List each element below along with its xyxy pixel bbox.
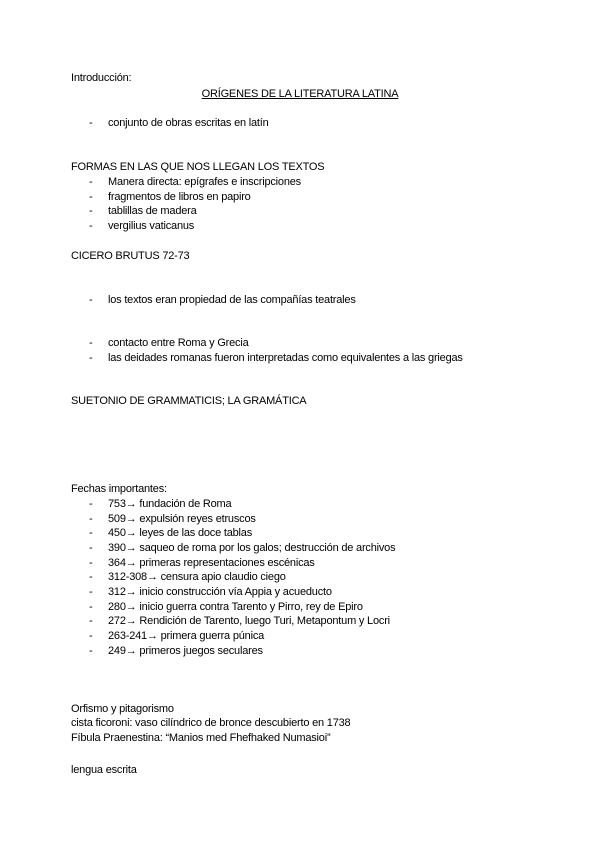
list-item: 753→ fundación de Roma (108, 498, 232, 510)
list-item: Manera directa: epígrafes e inscripciones (108, 176, 301, 188)
list-item: 509→ expulsión reyes etruscos (108, 513, 256, 525)
list-item: conjunto de obras escritas en latín (108, 117, 269, 129)
text-line-lengua: lengua escrita (71, 764, 137, 776)
list-item: los textos eran propiedad de las compañías teatrales (108, 294, 356, 306)
section-heading-cicero: CICERO BRUTUS 72-73 (71, 250, 190, 262)
text-line-fibula: Fíbula Praenestina: “Manios med Fhefhaked Numasioi” (71, 732, 331, 744)
list-item: contacto entre Roma y Grecia (108, 337, 249, 349)
list-item: las deidades romanas fueron interpretadas como equivalentes a las griegas (108, 352, 463, 364)
bullet: - (89, 220, 93, 232)
list-item: 280→ inicio guerra contra Tarento y Pirro, rey de Epiro (108, 601, 363, 613)
section-heading-fechas: Fechas importantes: (71, 483, 167, 495)
page-title: ORÍGENES DE LA LITERATURA LATINA (201, 88, 399, 100)
bullet: - (89, 615, 93, 627)
bullet: - (89, 117, 93, 129)
bullet: - (89, 294, 93, 306)
bullet: - (89, 337, 93, 349)
list-item: 312-308→ censura apio claudio ciego (108, 571, 286, 583)
list-item: 390→ saqueo de roma por los galos; destrucción de archivos (108, 542, 396, 554)
bullet: - (89, 571, 93, 583)
bullet: - (89, 176, 93, 188)
list-item: 272→ Rendición de Tarento, luego Turi, Metapontum y Locri (108, 615, 390, 627)
list-item: fragmentos de libros en papiro (108, 191, 251, 203)
list-item: 450→ leyes de las doce tablas (108, 527, 253, 539)
bullet: - (89, 498, 93, 510)
intro-label: Introducción: (71, 72, 132, 84)
bullet: - (89, 542, 93, 554)
bullet: - (89, 352, 93, 364)
list-item: 263-241→ primera guerra púnica (108, 630, 265, 642)
bullet: - (89, 630, 93, 642)
text-line-orfismo: Orfismo y pitagorismo (71, 703, 174, 715)
bullet: - (89, 601, 93, 613)
bullet: - (89, 527, 93, 539)
section-heading-formas: FORMAS EN LAS QUE NOS LLEGAN LOS TEXTOS (71, 161, 325, 173)
section-heading-suetonio: SUETONIO DE GRAMMATICIS; LA GRAMÁTICA (71, 395, 307, 407)
text-line-cista: cista ficoroni: vaso cilíndrico de bronce descubierto en 1738 (71, 717, 351, 729)
list-item: 312→ inicio construcción vía Appia y acueducto (108, 586, 332, 598)
list-item: 249→ primeros juegos seculares (108, 645, 263, 657)
list-item: 364→ primeras representaciones escénicas (108, 557, 315, 569)
bullet: - (89, 645, 93, 657)
bullet: - (89, 191, 93, 203)
bullet: - (89, 205, 93, 217)
list-item: tablillas de madera (108, 205, 197, 217)
bullet: - (89, 513, 93, 525)
bullet: - (89, 586, 93, 598)
bullet: - (89, 557, 93, 569)
list-item: vergilius vaticanus (108, 220, 195, 232)
